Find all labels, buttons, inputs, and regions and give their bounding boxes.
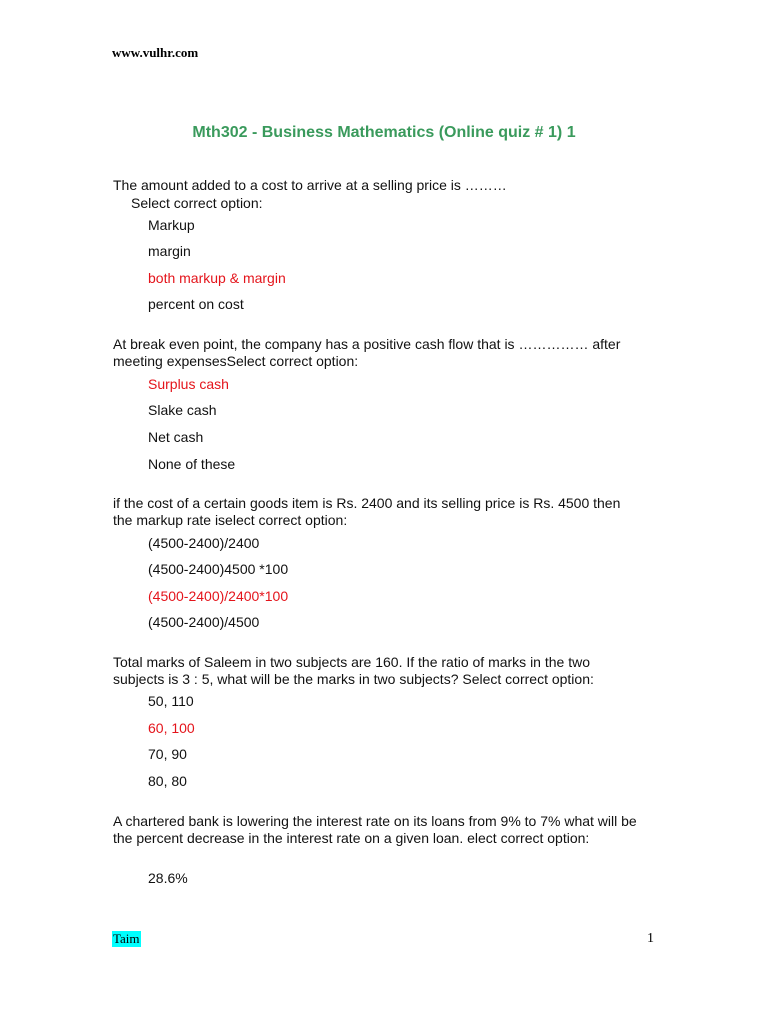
question-3-option-2: (4500-2400)4500 *100	[148, 561, 289, 577]
question-1-option-2: margin	[148, 243, 191, 259]
question-3-option-3-correct: (4500-2400)/2400*100	[148, 588, 289, 604]
question-5-option-1: 28.6%	[148, 870, 188, 886]
question-2-option-1-correct: Surplus cash	[148, 376, 229, 392]
question-4-option-2-correct: 60, 100	[148, 720, 195, 736]
quiz-title: Mth302 - Business Mathematics (Online quiz # 1) 1	[192, 124, 576, 141]
question-3-text: if the cost of a certain goods item is Rs. 2400 and its selling price is Rs. 4500 then the markup rate iselect correct option:	[113, 495, 621, 528]
site-url: www.vulhr.com	[112, 45, 199, 60]
question-2-text: At break even point, the company has a positive cash flow that is …………… after meeting expensesSelect correct option:	[113, 336, 621, 369]
page-number: 1	[647, 931, 654, 946]
question-1-option-4: percent on cost	[148, 296, 244, 312]
question-4-option-1: 50, 110	[148, 693, 194, 709]
question-4-option-3: 70, 90	[148, 746, 187, 762]
question-4-option-4: 80, 80	[148, 773, 187, 789]
question-2-option-3: Net cash	[148, 429, 204, 445]
question-1-prompt: Select correct option:	[131, 195, 263, 211]
question-1-option-3-correct: both markup & margin	[148, 270, 286, 286]
question-1-text: The amount added to a cost to arrive at a selling price is ………	[113, 177, 507, 193]
question-5-text: A chartered bank is lowering the interest rate on its loans from 9% to 7% what will be the percent decrease in the interest rate on a given loan. elect correct option:	[113, 813, 637, 846]
question-3-option-1: (4500-2400)/2400	[148, 535, 260, 551]
question-4-text: Total marks of Saleem in two subjects are 160. If the ratio of marks in the two subjects is 3 : 5, what will be the marks in two subjects? Select correct option:	[113, 654, 594, 687]
footer-author-name: Taim	[113, 931, 140, 946]
question-2-option-2: Slake cash	[148, 402, 217, 418]
question-2-option-4: None of these	[148, 456, 236, 472]
question-3-option-4: (4500-2400)/4500	[148, 614, 260, 630]
question-1-option-1: Markup	[148, 217, 195, 233]
